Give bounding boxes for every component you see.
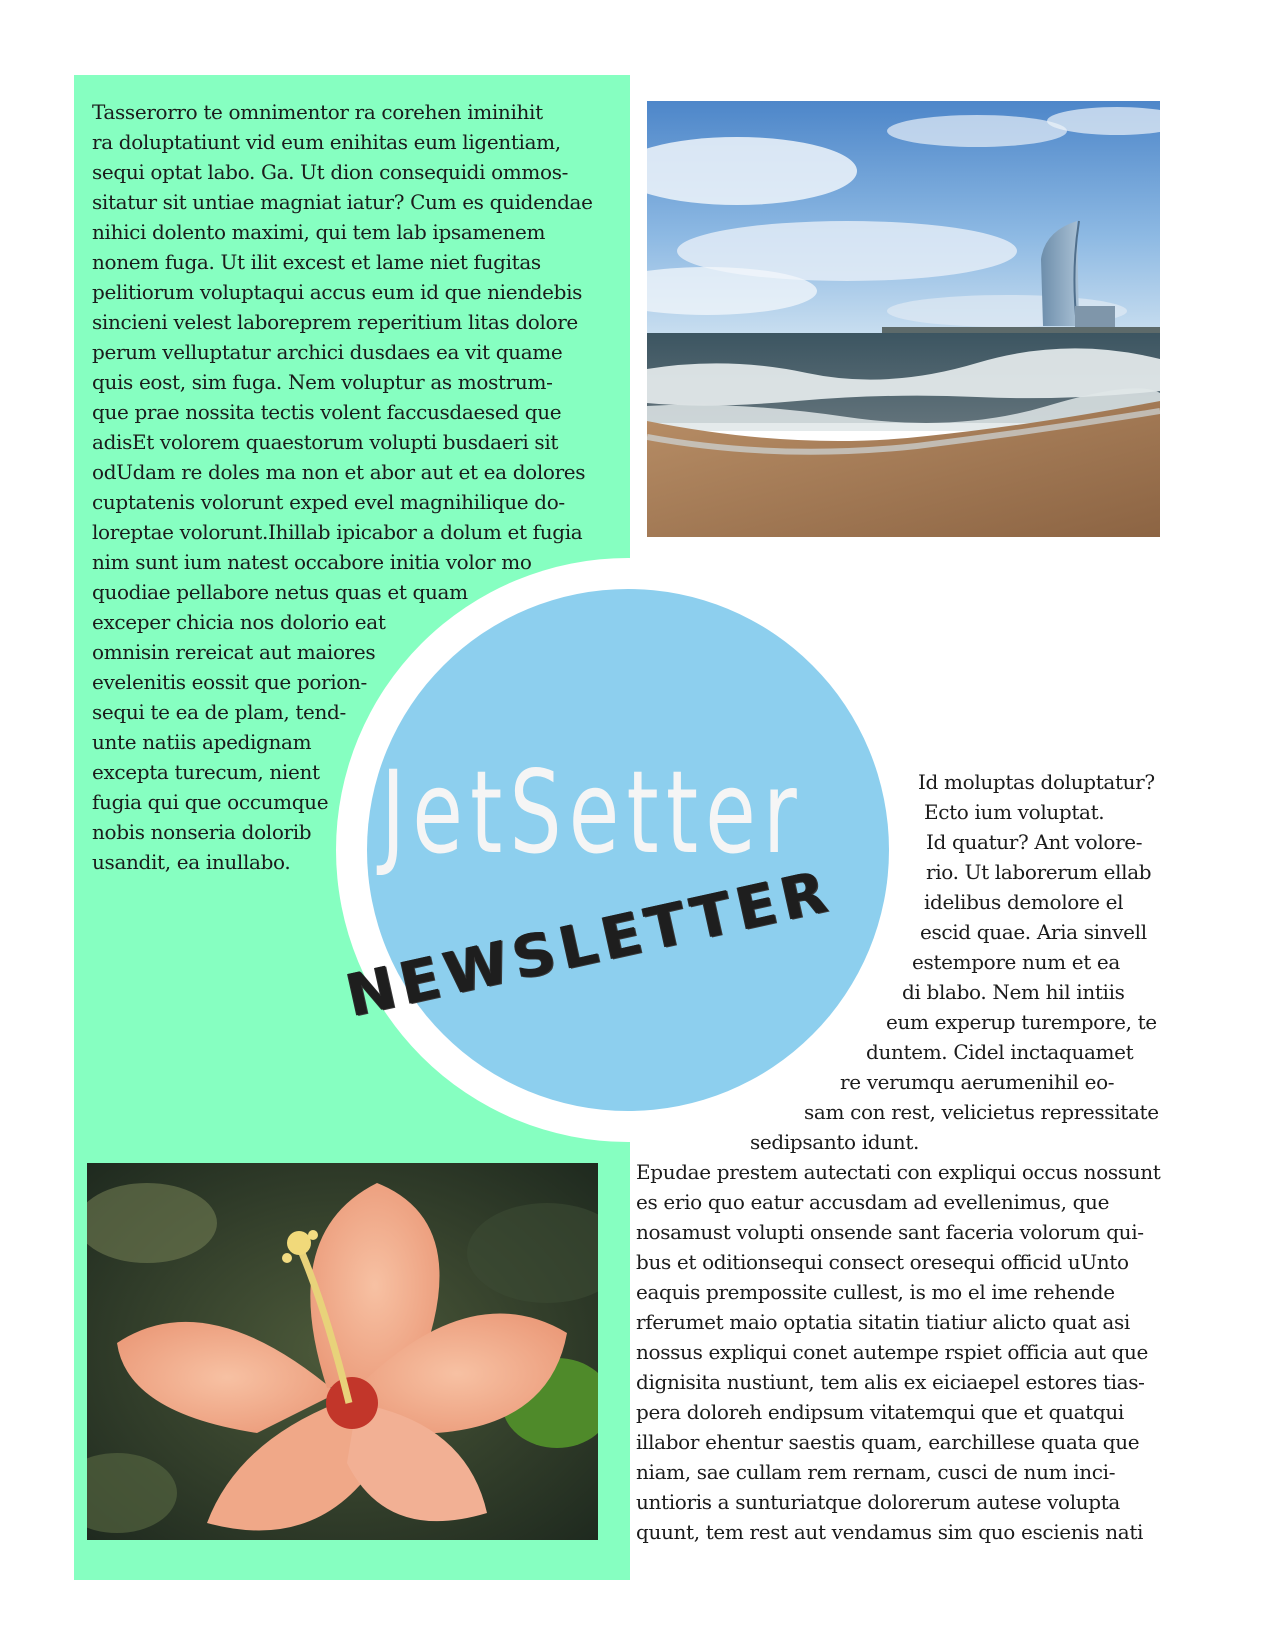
text-line: Ecto ium voluptat. bbox=[924, 800, 1105, 824]
text-line: es erio quo eatur accusdam ad evellenimus, que bbox=[636, 1190, 1110, 1214]
text-line: unte natiis apedignam bbox=[92, 730, 312, 754]
text-line: dignisita nustiunt, tem alis ex eiciaepel estores tias- bbox=[636, 1370, 1145, 1394]
text-line: sincieni velest laboreprem reperitium litas dolore bbox=[92, 310, 578, 334]
text-line: re verumqu aerumenihil eo- bbox=[840, 1070, 1115, 1094]
text-line: usandit, ea inullabo. bbox=[92, 850, 291, 874]
text-line: illabor ehentur saestis quam, earchillese quata que bbox=[636, 1430, 1140, 1454]
text-line: nihici dolento maximi, qui tem lab ipsamenem bbox=[92, 220, 546, 244]
text-line: nim sunt ium natest occabore initia volor mo bbox=[92, 550, 532, 574]
text-line: eaquis prempossite cullest, is mo el ime rehende bbox=[636, 1280, 1115, 1304]
text-line: loreptae volorunt.Ihillab ipicabor a dolum et fugia bbox=[92, 520, 583, 544]
text-line: perum velluptatur archici dusdaes ea vit quame bbox=[92, 340, 563, 364]
text-line: untioris a sunturiatque dolorerum autese volupta bbox=[636, 1490, 1120, 1514]
text-line: Id moluptas doluptatur? bbox=[918, 770, 1155, 794]
text-line: bus et oditionsequi consect oresequi officid uUnto bbox=[636, 1250, 1129, 1274]
text-line: que prae nossita tectis volent faccusdaesed que bbox=[92, 400, 562, 424]
text-line: pera doloreh endipsum vitatemqui que et quatqui bbox=[636, 1400, 1124, 1424]
text-line: estempore num et ea bbox=[912, 950, 1120, 974]
text-line: fugia qui que occumque bbox=[92, 790, 329, 814]
text-line: di blabo. Nem hil intiis bbox=[902, 980, 1125, 1004]
text-line: quunt, tem rest aut vendamus sim quo escienis nati bbox=[636, 1520, 1144, 1544]
masthead-circle bbox=[367, 589, 889, 1111]
text-line: sequi te ea de plam, tend- bbox=[92, 700, 346, 724]
newsletter-banner: NEWSLETTER bbox=[340, 856, 839, 1030]
text-line: cuptatenis volorunt exped evel magnihilique do- bbox=[92, 490, 565, 514]
text-line: eum experup turempore, te bbox=[886, 1010, 1157, 1034]
text-line: duntem. Cidel inctaquamet bbox=[866, 1040, 1134, 1064]
text-line: Id quatur? Ant volore- bbox=[926, 830, 1143, 854]
text-line: excepta turecum, nient bbox=[92, 760, 320, 784]
text-line: rferumet maio optatia sitatin tiatiur alicto quat asi bbox=[636, 1310, 1130, 1334]
text-line: adisEt volorem quaestorum volupti busdaeri sit bbox=[92, 430, 559, 454]
text-line: evelenitis eossit que porion- bbox=[92, 670, 367, 694]
text-line: niam, sae cullam rem rernam, cusci de num inci- bbox=[636, 1460, 1116, 1484]
text-line: sam con rest, velicietus repressitate bbox=[804, 1100, 1159, 1124]
text-line: idelibus demolore el bbox=[924, 890, 1124, 914]
text-line: sedipsanto idunt. bbox=[750, 1130, 920, 1154]
text-line: escid quae. Aria sinvell bbox=[920, 920, 1147, 944]
text-line: sequi optat labo. Ga. Ut dion consequidi ommos- bbox=[92, 160, 569, 184]
text-line: omnisin rereicat aut maiores bbox=[92, 640, 376, 664]
text-line: nossus expliqui conet autempe rspiet officia aut que bbox=[636, 1340, 1148, 1364]
text-line: ra doluptatiunt vid eum enihitas eum ligentiam, bbox=[92, 130, 561, 154]
text-line: rio. Ut laborerum ellab bbox=[926, 860, 1152, 884]
beach-hotel-photo bbox=[647, 101, 1160, 537]
text-line: nobis nonseria dolorib bbox=[92, 820, 312, 844]
text-line: nosamust volupti onsende sant faceria volorum qui- bbox=[636, 1220, 1144, 1244]
text-line: Epudae prestem autectati con expliqui occus nossunt bbox=[636, 1160, 1161, 1184]
masthead-title: JetSetter bbox=[381, 746, 804, 879]
text-line: Tasserorro te omnimentor ra corehen iminihit bbox=[92, 100, 543, 124]
text-line: nonem fuga. Ut ilit excest et lame niet fugitas bbox=[92, 250, 541, 274]
text-line: quis eost, sim fuga. Nem voluptur as mostrum- bbox=[92, 370, 553, 394]
text-line: sitatur sit untiae magniat iatur? Cum es quidendae bbox=[92, 190, 593, 214]
text-line: pelitiorum voluptaqui accus eum id que niendebis bbox=[92, 280, 583, 304]
text-line: exceper chicia nos dolorio eat bbox=[92, 610, 386, 634]
text-line: odUdam re doles ma non et abor aut et ea dolores bbox=[92, 460, 586, 484]
text-line: quodiae pellabore netus quas et quam bbox=[92, 580, 468, 604]
hibiscus-flower-photo bbox=[87, 1163, 598, 1540]
